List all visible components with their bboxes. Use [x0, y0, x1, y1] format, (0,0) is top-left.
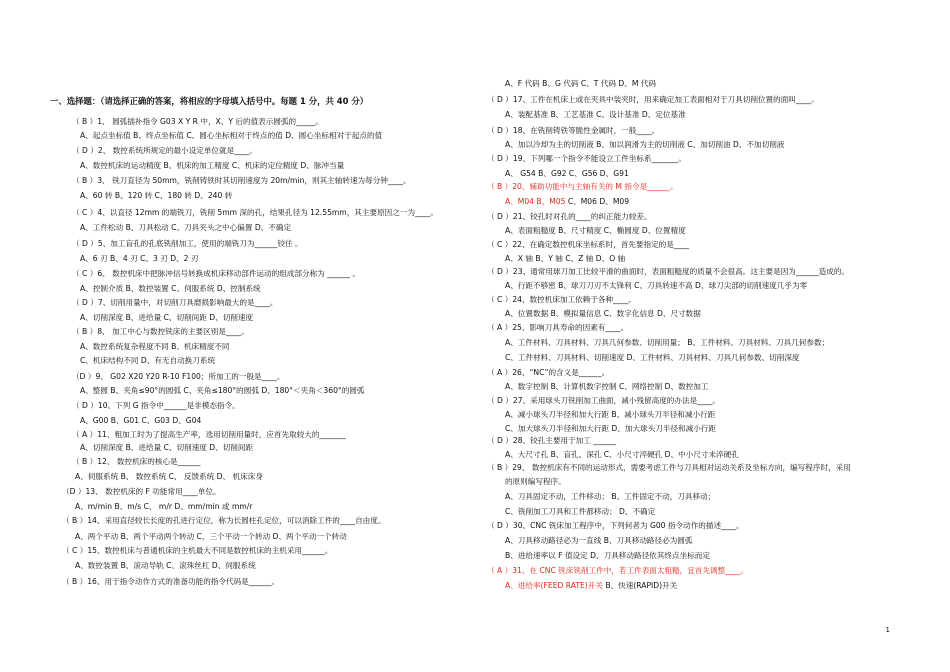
question-text: A、数控系统复杂程度不同 B、机床精度不同	[80, 342, 230, 351]
question-text: （ D ）19、下列哪一个指令不能设立工件坐标系_______。	[487, 154, 686, 163]
question-line	[487, 126, 659, 136]
question-text: （ B ）8、 加工中心与数控铣床的主要区别是____。	[72, 327, 249, 336]
question-line	[487, 396, 720, 406]
question-line	[80, 191, 232, 201]
question-line	[72, 176, 411, 186]
question-text: A、数控装置 B、滚动导轨 C、滚珠丝杠 D、伺服系统	[75, 561, 256, 570]
question-text: （ D ）28、铰孔主要用于加工 ______	[487, 436, 617, 445]
question-text: 一、选择题：（请选择正确的答案，将相应的字母填入括号中。每题 1 分，共 40 分）	[50, 96, 369, 106]
question-line	[505, 507, 655, 517]
question-line	[505, 338, 829, 348]
question-line	[72, 269, 360, 279]
question-text: A、控制介质 B、数控装置 C、伺服系统 D、控制系统	[80, 284, 261, 293]
question-line	[75, 532, 347, 542]
question-text: A、工件材料、刀具材料、刀具几何参数、切削用量； B、工件材料、刀具材料、刀具几何参数；	[505, 338, 830, 347]
question-line	[72, 401, 240, 411]
question-line	[72, 457, 200, 467]
question-line	[505, 492, 715, 502]
question-line	[505, 551, 710, 561]
question-text: （ C ）24、数控机床加工依赖于各种____。	[487, 295, 636, 304]
question-line	[505, 450, 739, 460]
question-line	[505, 254, 625, 264]
question-text: （ C ）4、以直径 12mm 的端铣刀，铣削 5mm 深的孔，结果孔径为 12.55mm，其主要原因之一为____。	[72, 208, 438, 217]
question-line	[505, 281, 807, 291]
question-text: 的原则编写程序。	[505, 477, 566, 486]
question-text: （ A ）25、影响刀具寿命的因素有____。	[487, 323, 629, 332]
question-line	[75, 472, 263, 482]
question-line	[505, 353, 800, 363]
question-line	[505, 110, 686, 120]
question-text: A、进给率(FEED RATE)开关	[505, 581, 603, 590]
question-line	[505, 581, 677, 591]
question-text: A、工件松动 B、刀具松动 C、刀具夹头之中心偏置 D、不确定	[80, 223, 292, 232]
question-text: A、X 轴 B、Y 轴 C、Z 轴 D、O 轴	[505, 254, 626, 263]
question-text: A、表面粗糙度 B、尺寸精度 C、椭圆度 D、位置精度	[505, 226, 686, 235]
question-line	[505, 477, 566, 487]
question-text: A、行距不够密 B、球刀刀刃不太锋利 C、刀具转速不高 D、球刀尖部的切削速度几乎为零	[505, 281, 808, 290]
question-line	[505, 79, 656, 89]
question-line	[80, 342, 230, 352]
question-line	[505, 226, 686, 236]
question-text: （ B ）1、 圆弧插补指令 G03 X Y R 中，X、Y 后的值表示圆弧的_____。	[72, 117, 323, 126]
question-line	[72, 298, 277, 308]
question-line	[487, 212, 652, 222]
question-text: （ C ）6、 数控机床中把脉冲信号转换成机床移动部件运动的组成部分称为 ______ 。	[72, 269, 360, 278]
question-text: A、切削深度 B、进给量 C、切削速度 D、切削间距	[80, 443, 254, 452]
question-text: A、 G54 B、G92 C、G56 D、G91	[505, 169, 629, 178]
question-line	[72, 430, 346, 440]
question-line	[487, 95, 819, 105]
question-line	[505, 309, 701, 319]
question-line	[72, 327, 249, 337]
question-text: C、加大球头刀半径和加大行距 D、加大球头刀半径和减小行距	[505, 424, 716, 433]
question-line	[80, 313, 253, 323]
question-text: （ D ）17、工件在机床上或在夹具中装夹时，用来确定加工表面相对于刀具切削位置的面叫____。	[487, 95, 819, 104]
question-line	[62, 516, 385, 526]
question-text: A、加以冷却为主的切削液 B、加以润滑为主的切削液 C、加切削油 D、不加切削液	[505, 140, 785, 149]
question-line	[80, 131, 382, 141]
question-line	[487, 154, 686, 164]
question-text: C、铣削加工刀具和工件都移动； D、不确定	[505, 507, 656, 516]
question-text: A、减小球头刀半径和加大行距 B、减小球头刀半径和减小行距	[505, 410, 716, 419]
question-text: （ D ）21、铰孔时对孔的____的纠正能力较差。	[487, 212, 652, 221]
question-line	[80, 254, 199, 264]
question-line	[505, 197, 629, 207]
question-text: （ D ）27、采用球头刀铣削加工曲面，减小残留高度的办法是____。	[487, 396, 720, 405]
question-text: （ C ）15、数控机床与普通机床的主机最大不同是数控机床的主机采用______。	[62, 546, 333, 555]
question-text: A、两个平动 B、两个平动两个转动 C、三个平动一个转动 D、两个平动一个转动	[75, 532, 347, 541]
question-text: A、60 转 B、120 转 C、180 转 D、240 转	[80, 191, 233, 200]
question-line	[75, 561, 256, 571]
question-text: A、伺服系统 B、 数控系统 C、 反馈系统 D、 机床床身	[75, 472, 263, 481]
question-text: （ B ）3、 铣刀直径为 50mm，铣削铸铁时其切削速度为 20m/min，则其主轴转速为每分钟____。	[72, 176, 411, 185]
question-line	[487, 566, 748, 576]
question-line	[487, 323, 628, 333]
question-text: （ A ）26、“NC”的含义是______。	[487, 368, 610, 377]
question-line	[62, 546, 332, 556]
question-line	[80, 386, 365, 396]
question-text: B、进给速率以 F 值设定 D、刀具移动路径依其终点坐标而定	[505, 551, 710, 560]
question-line	[487, 295, 636, 305]
question-text: （ D ）18、在铣削铸铁等脆性金属时，一般____。	[487, 126, 660, 135]
question-text: （ C ）22、在确定数控机床坐标系时，首先要指定的是____	[487, 240, 690, 249]
question-line	[487, 267, 849, 277]
question-line	[487, 182, 678, 192]
question-text: （ D ）2、 数控系统所规定的最小设定单位就是____。	[72, 146, 257, 155]
question-text: A、位置数据 B、模拟量信息 C、数字化信息 D、尺寸数据	[505, 309, 701, 318]
question-line	[487, 240, 689, 250]
question-text-tail: C、M06 D、M09	[565, 197, 630, 206]
question-text: （ B ）29、 数控机床有不同的运动形式，需要考虑工件与刀具相对运动关系及坐标方向，编写程序时，采用	[487, 463, 851, 472]
question-text: A、M04 B、M05	[505, 197, 566, 206]
question-line	[72, 372, 284, 382]
question-text: （ D ）10、下列 G 指令中______是非模态指令。	[72, 401, 240, 410]
question-line	[505, 140, 784, 150]
question-line	[62, 487, 221, 497]
question-line	[80, 284, 261, 294]
question-text: A、6 刃 B、4 刃 C、3 刃 D、2 刃	[80, 254, 199, 263]
question-line	[487, 521, 744, 531]
question-text: A、数字控制 B、计算机数字控制 C、网络控制 D、数控加工	[505, 382, 709, 391]
page-number: 1	[885, 626, 890, 634]
question-line	[80, 356, 215, 366]
question-text: A、F 代码 B、G 代码 C、T 代码 D、M 代码	[505, 79, 657, 88]
question-text: A、切削深度 B、进给量 C、切削间距 D、切削速度	[80, 313, 254, 322]
question-line	[72, 239, 303, 249]
question-text: （ B ）14、采用直径较长长度的孔进行定位，称为长圆柱孔定位，可以消除工件的____自由度。	[62, 516, 386, 525]
question-text: （ D ）23、通常用球刀加工比较平滑的曲面时，表面粗糙度的质量不会很高。这主要是因为______造成的。	[487, 267, 850, 276]
question-text: （ A ）11、粗加工时为了提高生产率，选用切削用量时，应首先取较大的_______	[72, 430, 347, 439]
question-text-tail: B、快速(RAPID)开关	[602, 581, 678, 590]
question-line	[72, 208, 438, 218]
question-text: C、工件材料、刀具材料、切削速度 D、工件材料、刀具材料、刀具几何参数、切削深度	[505, 353, 800, 362]
question-line	[505, 169, 629, 179]
question-text: A、数控机床的运动精度 B、机床的加工精度 C、机床的定位精度 D、脉冲当量	[80, 161, 345, 170]
question-text: （ D ）30、CNC 铣床加工程序中，下列何者为 G00 指令动作的描述____。	[487, 521, 744, 530]
question-text: A、大尺寸孔 B、盲孔、深孔 C、小尺寸淬硬孔 D、中小尺寸未淬硬孔	[505, 450, 739, 459]
question-line	[505, 410, 715, 420]
question-text: A、m/min B、m/s C、 m/r D、mm/min 或 mm/r	[75, 502, 253, 511]
question-text: A、装配基准 B、工艺基准 C、设计基准 D、定位基准	[505, 110, 686, 119]
question-line	[487, 368, 609, 378]
question-text: A、刀具固定不动，工件移动； B、工件固定不动，刀具移动；	[505, 492, 716, 501]
question-text: C、机床结构不同 D、有无自动换刀系统	[80, 356, 216, 365]
question-text: （ B ）12、 数控机床的核心是______	[72, 457, 201, 466]
question-line	[72, 146, 257, 156]
question-text: A、起点坐标值 B、终点坐标值 C、圆心坐标相对于终点的值 D、圆心坐标相对于起点的值	[80, 131, 383, 140]
question-text: （ B ）20、辅助功能中与主轴有关的 M 指令是______。	[487, 182, 678, 191]
question-text: A、整圆 B、夹角≤90°的圆弧 C、夹角≤180°的圆弧 D、180°＜夹角＜360°的圆弧	[80, 386, 365, 395]
section-title	[50, 96, 368, 106]
question-text: （ D ）7、切削用量中，对切削刀具磨损影响最大的是____。	[72, 298, 278, 307]
question-line	[72, 117, 323, 127]
question-line	[487, 436, 616, 446]
question-line	[505, 424, 716, 434]
question-text: （ D ）5、加工盲孔的孔底铣削加工，使用的端铣刀为______铰往 。	[72, 239, 303, 248]
question-line	[80, 223, 291, 233]
question-line	[75, 502, 252, 512]
question-text: （ B ）16、用于指令动作方式的准备功能的指令代码是______。	[62, 577, 280, 586]
question-line	[80, 161, 344, 171]
question-text: （D ）9、 G02 X20 Y20 R-10 F100；所加工的一般是____。	[72, 372, 285, 381]
question-text: A、刀具移动路径必为一直线 B、刀具移动路径必为圆弧	[505, 536, 693, 545]
question-line	[505, 536, 692, 546]
question-line	[80, 416, 201, 426]
question-text: A、G00 B、G01 C、G03 D、G04	[80, 416, 202, 425]
question-line	[505, 382, 708, 392]
question-line	[80, 443, 253, 453]
question-text: （ A ）31、在 CNC 铣床铣削工件中，若工件表面太粗糙，宜首先调整____。	[487, 566, 749, 575]
question-line	[487, 463, 851, 473]
question-text: （D ）13、 数控机床的 F 功能常用____单位。	[62, 487, 221, 496]
question-line	[62, 577, 279, 587]
